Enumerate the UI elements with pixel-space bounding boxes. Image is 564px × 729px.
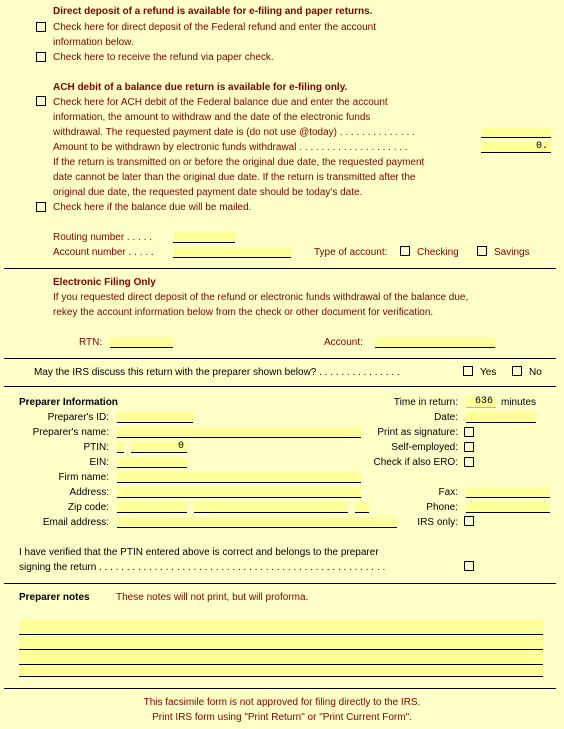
- notes-subtitle: These notes will not print, but will proforma.: [116, 592, 309, 603]
- paper-check-checkbox[interactable]: [36, 52, 46, 62]
- print-signature-label: Print as signature:: [377, 427, 458, 438]
- notes-line-3[interactable]: [19, 650, 543, 664]
- phone-label: Phone:: [426, 502, 458, 513]
- ach-note-1: If the return is transmitted on or before the original due date, the requested payment: [53, 157, 425, 168]
- ero-label: Check if also ERO:: [373, 457, 458, 468]
- balance-mailed-label: Check here if the balance due will be mailed.: [53, 202, 252, 213]
- zip-code-field[interactable]: [117, 502, 187, 513]
- notes-line-2[interactable]: [19, 635, 543, 649]
- account-number-label: Account number . . . . .: [53, 247, 154, 258]
- paper-check-label: Check here to receive the refund via paper check.: [53, 52, 274, 63]
- account-number-field[interactable]: [173, 247, 291, 258]
- ach-debit-checkbox[interactable]: [36, 96, 46, 106]
- irs-only-label: IRS only:: [417, 517, 458, 528]
- email-label: Email address:: [42, 517, 109, 528]
- discuss-yes-checkbox[interactable]: [463, 366, 473, 376]
- ero-checkbox[interactable]: [464, 457, 474, 467]
- ach-debit-label-1: Check here for ACH debit of the Federal balance due and enter the account: [53, 97, 388, 108]
- ein-field[interactable]: [117, 457, 187, 468]
- notes-line-4[interactable]: [19, 665, 543, 676]
- account-type-label: Type of account:: [314, 247, 388, 258]
- self-employed-checkbox[interactable]: [464, 442, 474, 452]
- time-in-return-label: Time in return:: [393, 397, 458, 408]
- notes-rule: [19, 676, 543, 677]
- ach-note-2: date cannot be later than the original due date. If the return is transmitted after the: [53, 172, 416, 183]
- phone-field[interactable]: [466, 502, 550, 513]
- verify-account-field[interactable]: [375, 337, 495, 348]
- preparer-name-label: Preparer's name:: [32, 427, 109, 438]
- divider: [4, 268, 556, 269]
- divider: [4, 386, 556, 387]
- ach-debit-label-2: information, the amount to withdraw and the date of the electronic funds: [53, 112, 371, 123]
- fax-label: Fax:: [438, 487, 458, 498]
- checking-label: Checking: [417, 247, 459, 258]
- ptin-verified-checkbox[interactable]: [464, 561, 474, 571]
- direct-deposit-label-1: Check here for direct deposit of the Federal refund and enter the account: [53, 22, 376, 33]
- rtn-label: RTN:: [79, 337, 103, 348]
- rtn-field[interactable]: [110, 337, 173, 348]
- verify-account-label: Account:: [324, 337, 363, 348]
- payment-date-label: withdrawal. The requested payment date is (do not use @today) . . . . . . . . . . . . . .: [53, 127, 415, 138]
- divider: [4, 358, 556, 359]
- footer-line-2: Print IRS form using "Print Return" or "Print Current Form".: [152, 712, 412, 723]
- notes-line-1[interactable]: [19, 620, 543, 634]
- ptin-prefix-field[interactable]: [117, 442, 124, 453]
- payment-date-field[interactable]: [481, 127, 551, 138]
- date-label: Date:: [434, 412, 458, 423]
- self-employed-label: Self-employed:: [391, 442, 458, 453]
- footer-line-1: This facsimile form is not approved for filing directly to the IRS.: [143, 697, 421, 708]
- ptin-field[interactable]: 0: [131, 442, 187, 453]
- ptin-label: PTIN:: [83, 442, 109, 453]
- savings-label: Savings: [494, 247, 530, 258]
- ach-note-3: original due date, the requested payment date should be today's date.: [53, 187, 363, 198]
- balance-mailed-checkbox[interactable]: [36, 202, 46, 212]
- divider: [4, 688, 556, 689]
- date-field[interactable]: [466, 412, 536, 423]
- verify-text-1: I have verified that the PTIN entered above is correct and belongs to the preparer: [19, 547, 379, 558]
- efile-heading: Electronic Filing Only: [53, 277, 156, 288]
- discuss-yes-label: Yes: [480, 367, 497, 378]
- fax-field[interactable]: [466, 487, 550, 498]
- preparer-name-field[interactable]: [117, 427, 361, 438]
- time-unit-label: minutes: [501, 397, 537, 408]
- discuss-no-label: No: [529, 367, 542, 378]
- withdraw-amount-field[interactable]: 0.: [481, 142, 551, 153]
- address-field[interactable]: [117, 487, 361, 498]
- efile-text-1: If you requested direct deposit of the refund or electronic funds withdrawal of the balance due,: [53, 292, 469, 303]
- zip-code-label: Zip code:: [67, 502, 109, 513]
- firm-name-label: Firm name:: [58, 472, 109, 483]
- print-signature-checkbox[interactable]: [464, 427, 474, 437]
- direct-deposit-label-2: information below.: [53, 37, 134, 48]
- efile-text-2: rekey the account information below from the check or other document for verification.: [53, 307, 434, 318]
- checking-checkbox[interactable]: [400, 246, 410, 256]
- divider: [4, 583, 556, 584]
- ein-label: EIN:: [89, 457, 109, 468]
- preparer-heading: Preparer Information: [19, 397, 118, 408]
- deposit-heading: Direct deposit of a refund is available for e-filing and paper returns.: [53, 6, 373, 17]
- direct-deposit-checkbox[interactable]: [36, 22, 46, 32]
- address-label: Address:: [69, 487, 109, 498]
- routing-number-field[interactable]: [173, 232, 235, 243]
- preparer-id-field[interactable]: [117, 412, 193, 423]
- notes-heading: Preparer notes: [19, 592, 90, 603]
- discuss-question: May the IRS discuss this return with the preparer shown below? . . . . . . . . . . . . . . .: [34, 367, 400, 378]
- discuss-no-checkbox[interactable]: [512, 366, 522, 376]
- verify-text-2: signing the return . . . . . . . . . . . . . . . . . . . . . . . . . . . . . . . . . . . . . . . . . . . . . . . . . . . .: [19, 562, 386, 573]
- firm-name-field[interactable]: [117, 472, 361, 483]
- withdraw-amount-label: Amount to be withdrawn by electronic funds withdrawal . . . . . . . . . . . . . . . . . . . .: [53, 142, 408, 153]
- irs-only-checkbox[interactable]: [464, 516, 474, 526]
- preparer-id-label: Preparer's ID:: [47, 412, 109, 423]
- city-field[interactable]: [194, 502, 348, 513]
- ach-heading: ACH debit of a balance due return is available for e-filing only.: [53, 82, 348, 93]
- time-in-return-field[interactable]: 636: [466, 397, 496, 408]
- routing-number-label: Routing number . . . . .: [53, 232, 152, 243]
- savings-checkbox[interactable]: [477, 246, 487, 256]
